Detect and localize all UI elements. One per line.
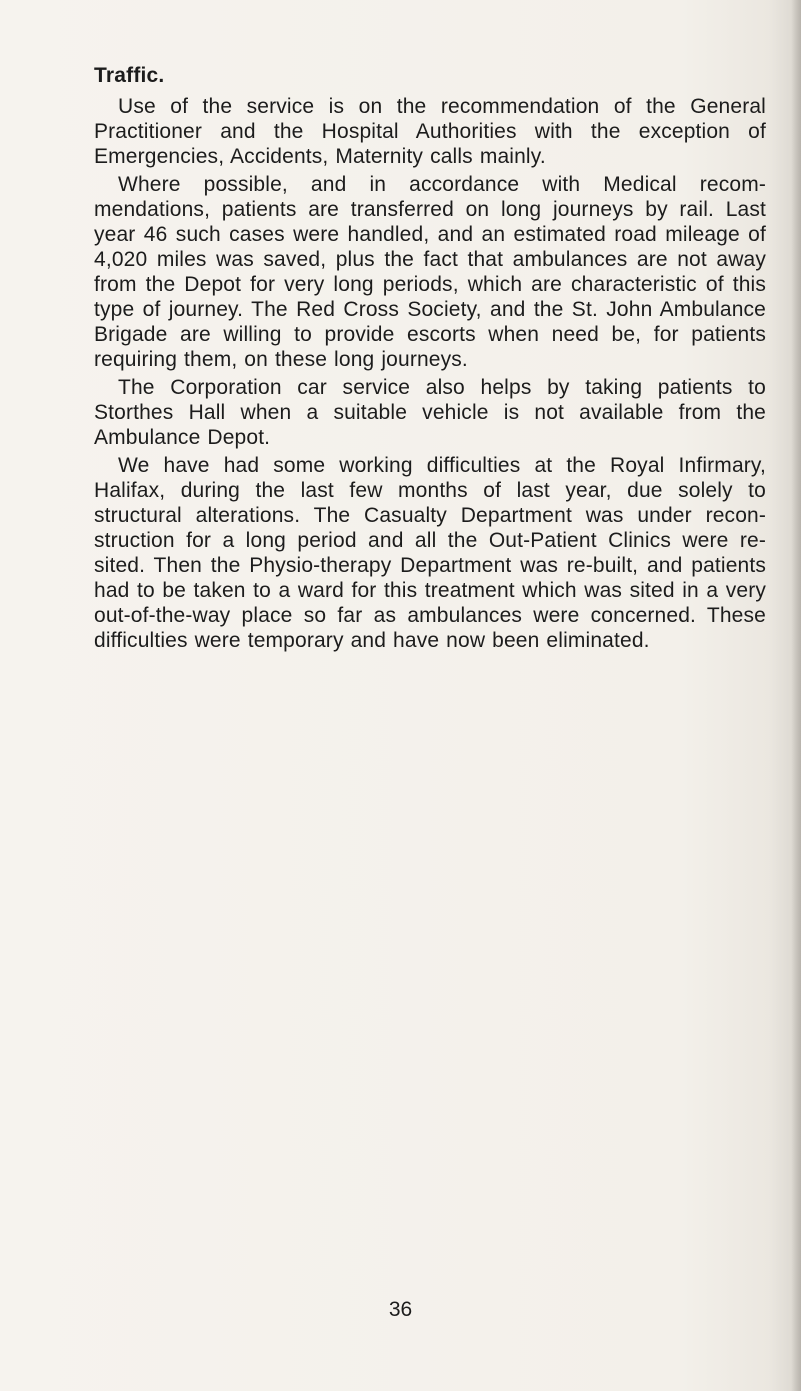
page-edge-shadow bbox=[791, 0, 801, 1391]
paragraph-2: Where possible, and in accordance with Medical recom-mendations, patients are transferred on long journeys by rail. Last year 46 such cases were handled, and an estimated road mileage of 4,020 miles was saved, plus the fact that ambulances are not away from the Depot for very long periods, which are characteristic of this type of journey. The Red Cross Society, and the St. John Ambulance Brigade are willing to provide escorts when need be, for patients requiring them, on these long journeys. bbox=[94, 173, 766, 371]
paragraph-1: Use of the service is on the recommendation of the General Practitioner and the Hospital Authorities with the exception of Emergencies, Accidents, Maternity calls mainly. bbox=[94, 95, 766, 168]
document-body bbox=[94, 62, 766, 656]
section-heading: Traffic. bbox=[94, 64, 165, 87]
paragraph-4: We have had some working difficulties at the Royal Infirmary, Halifax, during the last few months of last year, due solely to structural alterations. The Casualty Department was under recon-struction for a long period and all the Out-Patient Clinics were re-sited. Then the Physio-therapy Department was re-built, and patients had to be taken to a ward for this treatment which was sited in a very out-of-the-way place so far as ambulances were concerned. These difficulties were temporary and have now been eliminated. bbox=[94, 454, 766, 652]
paragraph-3: The Corporation car service also helps by taking patients to Storthes Hall when a suitable vehicle is not available from the Ambulance Depot. bbox=[94, 376, 766, 449]
page-number: 36 bbox=[388, 1298, 413, 1321]
